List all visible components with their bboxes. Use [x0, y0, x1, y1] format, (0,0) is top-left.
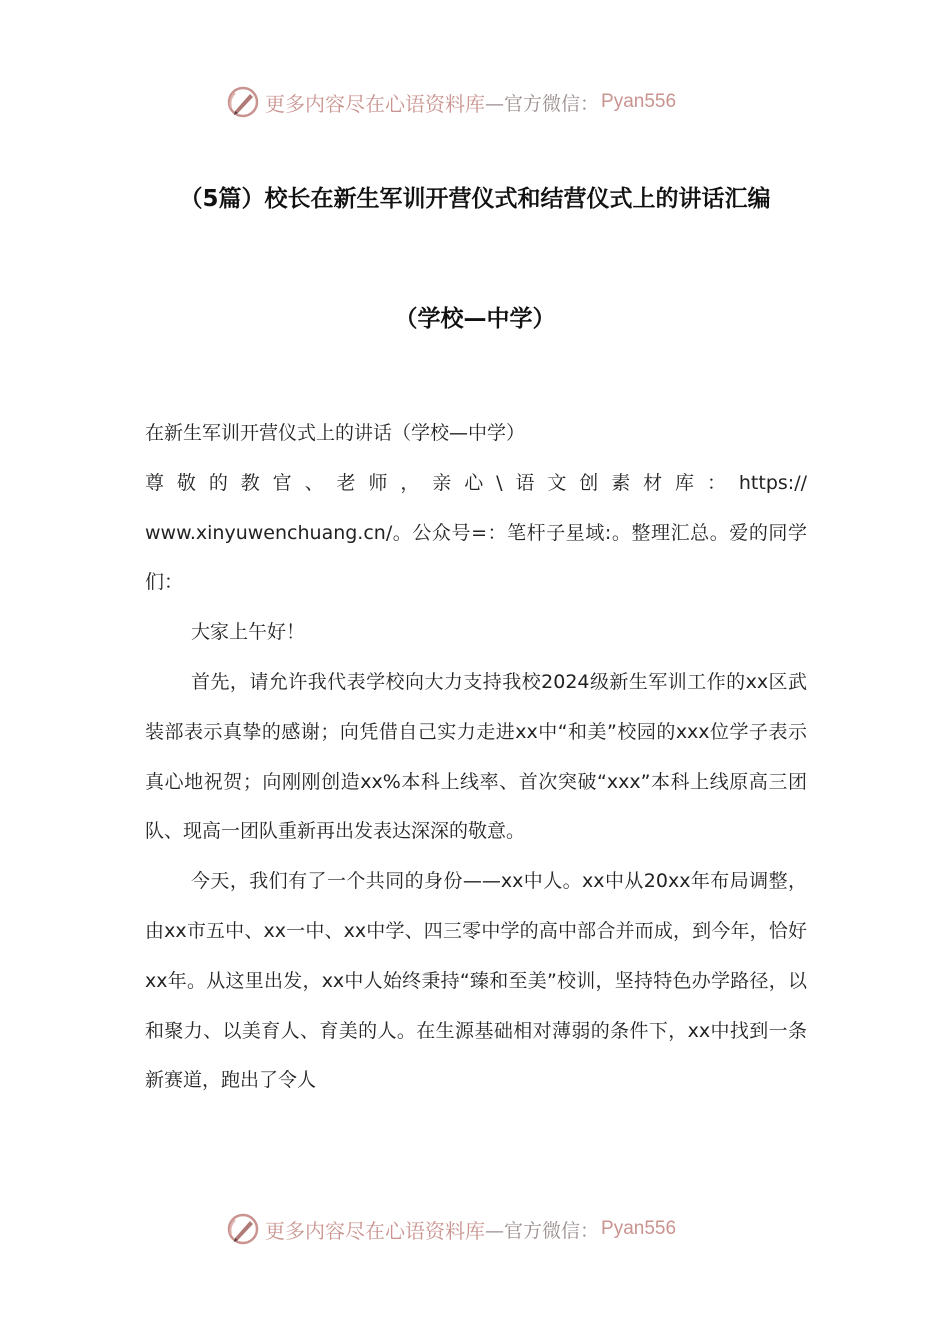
watermark-banner-bottom: [226, 1209, 726, 1249]
document-body: [145, 409, 807, 1106]
greeting-line-1: 尊敬的教官、老师，亲心\语文创素材库：https://: [145, 471, 807, 494]
watermark-brand-text: 更多内容尽在心语资料库: [265, 1218, 485, 1243]
pen-circle-logo-icon: [226, 1212, 260, 1246]
greeting-line-2: www.xinyuwenchuang.cn/。公众号=：笔杆子星域:。整理汇总。爱的同学们：: [145, 521, 807, 594]
section-heading: 在新生军训开营仪式上的讲话（学校—中学）: [145, 422, 526, 444]
watermark-brand-text: 更多内容尽在心语资料库: [265, 91, 485, 116]
watermark-contact-label: —官方微信：: [485, 1219, 600, 1242]
watermark-wechat-id: Pyan556: [601, 91, 677, 112]
watermark-contact-label: —官方微信：: [485, 92, 600, 115]
paragraph: 今天，我们有了一个共同的身份——xx中人。xx中从20xx年布局调整，由xx市五中、xx一中、xx中学、四三零中学的高中部合并而成，到今年，恰好xx年。从这里出发，xx中人始终秉持“臻和至美”校训，坚持特色办学路径，以和聚力、以美育人、育美的人。在生源基础相对薄弱的条件下，xx中找到一条新赛道，跑出了令人: [145, 870, 807, 1092]
paragraph: 大家上午好！: [191, 621, 306, 644]
pen-circle-logo-icon: [226, 85, 260, 119]
document-subtitle: （学校—中学）: [394, 306, 556, 332]
watermark-banner-top: [226, 82, 726, 122]
paragraph: 首先，请允许我代表学校向大力支持我校2024级新生军训工作的xx区武装部表示真挚的感谢；向凭借自己实力走进xx中“和美”校园的xxx位学子表示真心地祝贺；向刚刚创造xx%本科上线率、首次突破“xxx”本科上线原高三团队、现高一团队重新再出发表达深深的敬意。: [145, 670, 807, 843]
document-title: （5篇）校长在新生军训开营仪式和结营仪式上的讲话汇编: [179, 186, 771, 212]
watermark-wechat-id: Pyan556: [601, 1218, 677, 1239]
